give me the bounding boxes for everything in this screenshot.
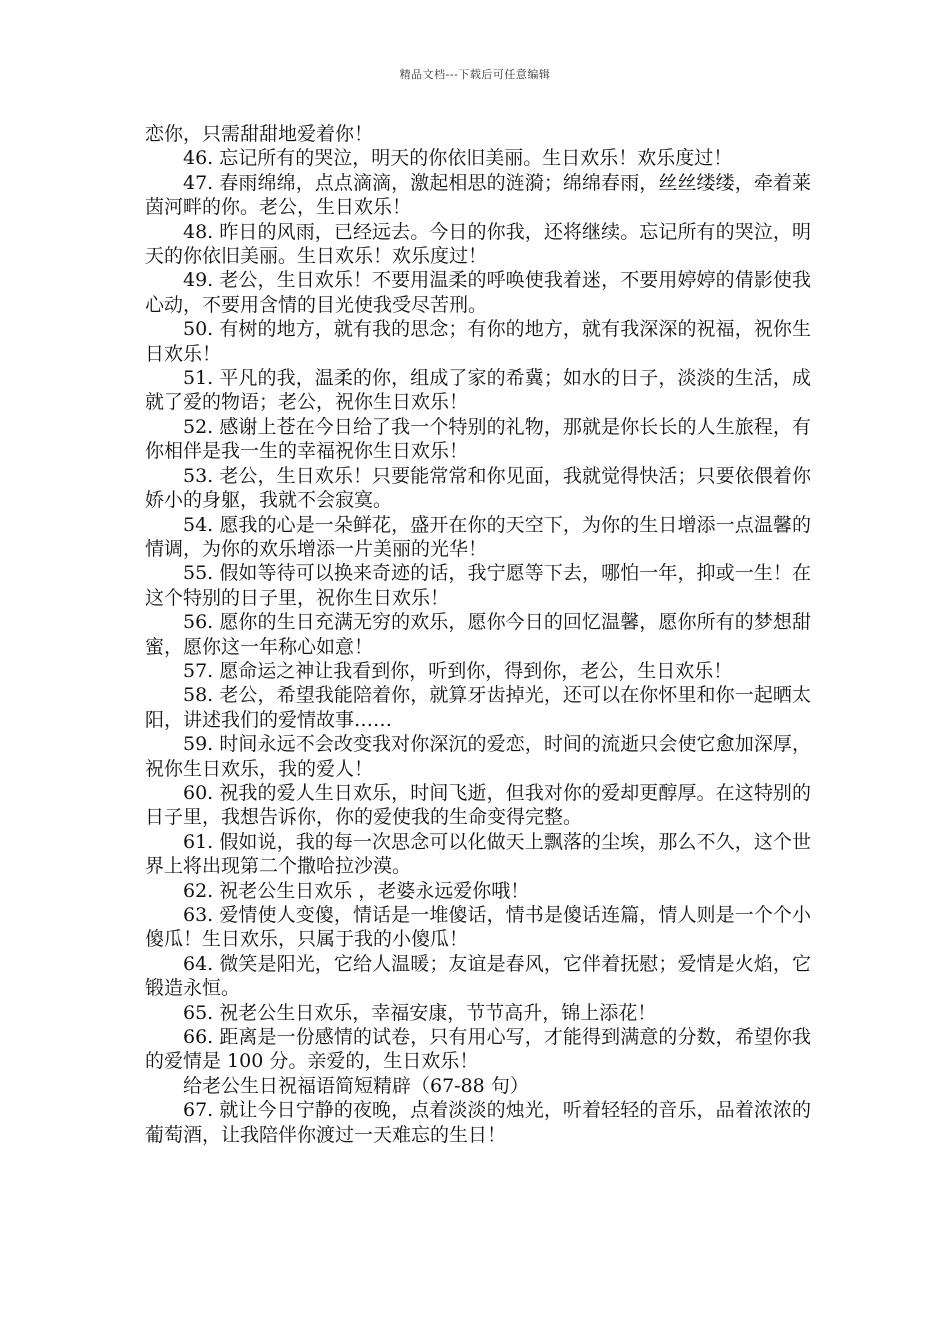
paragraph: 63. 爱情使人变傻，情话是一堆傻话，情书是傻话连篇，情人则是一个个小傻瓜！生日欢乐，只属于我的小傻瓜！	[145, 904, 811, 951]
paragraph: 58. 老公，希望我能陪着你，就算牙齿掉光，还可以在你怀里和你一起晒太阳，讲述我们的爱情故事……	[145, 684, 811, 731]
paragraph: 61. 假如说，我的每一次思念可以化做天上飘落的尘埃，那么不久，这个世界上将出现第二个撒哈拉沙漠。	[145, 830, 811, 878]
paragraph: 47. 春雨绵绵，点点滴滴，激起相思的涟漪；绵绵春雨，丝丝缕缕，牵着莱茵河畔的你。老公，生日欢乐！	[145, 171, 811, 219]
paragraph: 65. 祝老公生日欢乐，幸福安康，节节高升，锦上添花！	[183, 1001, 657, 1024]
paragraph: 46. 忘记所有的哭泣，明天的你依旧美丽。生日欢乐！欢乐度过！	[183, 147, 733, 170]
paragraph: 52. 感谢上苍在今日给了我一个特别的礼物，那就是你长长的人生旅程，有你相伴是我一生的幸福祝你生日欢乐！	[145, 415, 811, 463]
paragraph: 67. 就让今日宁静的夜晚，点着淡淡的烛光，听着轻轻的音乐，品着浓浓的葡萄酒，让我陪伴你渡过一天难忘的生日！	[145, 1099, 811, 1146]
page-header: 精品文档---下载后可任意编辑	[399, 68, 551, 81]
paragraph: 64. 微笑是阳光，它给人温暖；友谊是春风，它伴着抚慰；爱情是火焰，它锻造永恒。	[145, 952, 811, 1000]
paragraph: 62. 祝老公生日欢乐 ，老婆永远爱你哦！	[183, 879, 530, 902]
paragraph: 51. 平凡的我，温柔的你，组成了家的希冀；如水的日子，淡淡的生活，成就了爱的物语；老公，祝你生日欢乐！	[145, 367, 811, 414]
paragraph: 59. 时间永远不会改变我对你深沉的爱恋，时间的流逝只会使它愈加深厚，祝你生日欢乐，我的爱人！	[145, 733, 811, 780]
paragraph: 66. 距离是一份感情的试卷，只有用心写，才能得到满意的分数，希望你我的爱情是 100 分。亲爱的，生日欢乐！	[145, 1026, 811, 1073]
document-body	[145, 122, 811, 1147]
paragraph: 55. 假如等待可以换来奇迹的话，我宁愿等下去，哪怕一年，抑或一生！在这个特别的日子里，祝你生日欢乐！	[145, 562, 811, 609]
paragraph: 57. 愿命运之神让我看到你，听到你，得到你，老公，生日欢乐！	[183, 659, 733, 682]
paragraph: 54. 愿我的心是一朵鲜花，盛开在你的天空下，为你的生日增添一点温馨的情调，为你的欢乐增添一片美丽的光华！	[145, 513, 811, 560]
paragraph: 49. 老公，生日欢乐！不要用温柔的呼唤使我着迷，不要用婷婷的倩影使我心动，不要用含情的目光使我受尽苦刑。	[145, 269, 811, 316]
paragraph: 53. 老公，生日欢乐！只要能常常和你见面，我就觉得快活；只要依偎着你娇小的身躯，我就不会寂寞。	[145, 464, 811, 512]
paragraph: 60. 祝我的爱人生日欢乐，时间飞逝，但我对你的爱却更醇厚。在这特别的日子里，我想告诉你，你的爱使我的生命变得完整。	[145, 781, 811, 829]
paragraph: 恋你，只需甜甜地爱着你！	[145, 123, 374, 145]
paragraph: 给老公生日祝福语简短精辟（67-88 句）	[183, 1074, 529, 1097]
paragraph: 56. 愿你的生日充满无穷的欢乐，愿你今日的回忆温馨，愿你所有的梦想甜蜜，愿你这一年称心如意！	[145, 611, 811, 658]
paragraph: 50. 有树的地方，就有我的思念；有你的地方，就有我深深的祝福，祝你生日欢乐！	[145, 318, 811, 365]
paragraph: 48. 昨日的风雨，已经远去。今日的你我，还将继续。忘记所有的哭泣，明天的你依旧美丽。生日欢乐！欢乐度过！	[145, 220, 811, 268]
